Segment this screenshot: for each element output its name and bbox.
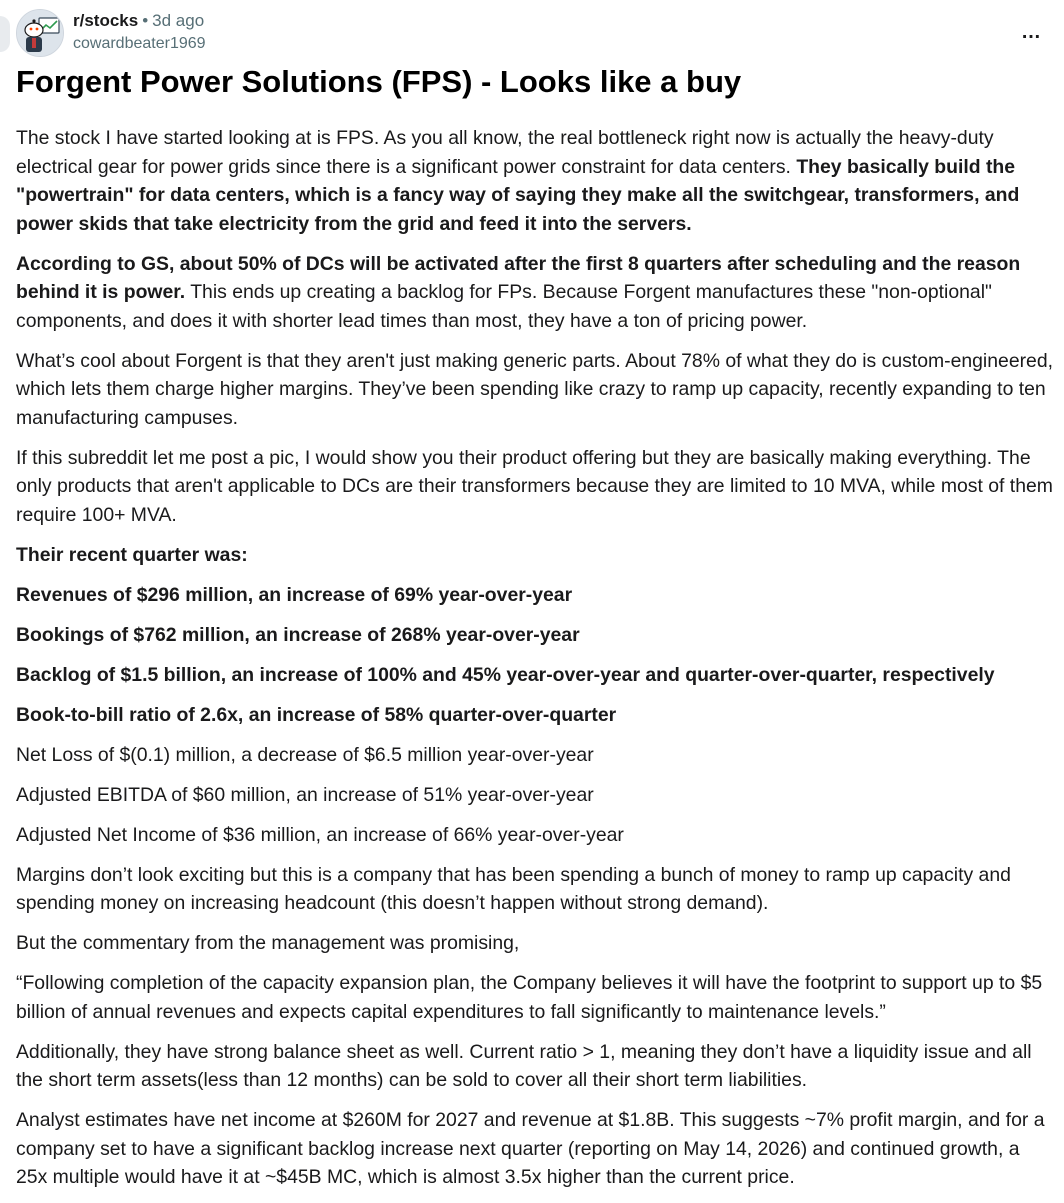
stat-book-to-bill — [16, 701, 1056, 730]
meta-separator: • — [142, 11, 149, 30]
subreddit-link[interactable]: r/stocks — [73, 11, 139, 30]
stat-bookings — [16, 621, 1056, 650]
stat-revenue-text: Revenues of $296 million, an increase of 69% year-over-year — [16, 583, 573, 606]
post-time: 3d ago — [152, 11, 205, 30]
author-link[interactable]: cowardbeater1969 — [73, 35, 206, 52]
paragraph-2-text: This ends up creating a backlog for FPs. Because Forgent manufactures these "non-optional" components, and does it with shorter lead times than most, they have a ton of pricing power. — [16, 281, 992, 332]
paragraph-1-bold: They basically build the "powertrain" for data centers, which is a fancy way of saying they make all the switchgear, transformers, and power skids that take electricity from the grid and feed it into the servers. — [16, 155, 1020, 235]
paragraph-balance-sheet: Additionally, they have strong balance sheet as well. Current ratio > 1, meaning they don’t have a liquidity issue and all the short term assets(less than 12 months) can be sold to cover all their short term liabilities. — [16, 1040, 1032, 1091]
post-meta — [73, 11, 204, 31]
paragraph-2-bold: According to GS, about 50% of DCs will be activated after the first 8 quarters after scheduling and the reason behind it is power. — [16, 252, 1021, 303]
paragraph-margins: Margins don’t look exciting but this is a company that has been spending a bunch of money to ramp up capacity and spending money on increasing headcount (this doesn’t happen without strong demand). — [16, 863, 1011, 914]
management-quote: “Following completion of the capacity expansion plan, the Company believes it will have the footprint to support up to $5 billion of annual revenues and expects capital expenditures to fall significantly to maintenance levels.” — [16, 972, 1043, 1023]
quarter-heading-text: Their recent quarter was: — [16, 543, 248, 566]
more-options-icon[interactable]: … — [1021, 21, 1042, 43]
stat-adjusted-net-income: Adjusted Net Income of $36 million, an increase of 66% year-over-year — [16, 823, 624, 846]
paragraph-1 — [16, 124, 1056, 238]
paragraph-analyst-estimates: Analyst estimates have net income at $260M for 2027 and revenue at $1.8B. This suggests ~7% profit margin, and for a company set to have a significant backlog increase next quarter (reporting on May 14, 2026) and continued growth, a 25x multiple would have it at ~$45B MC, which is almost 3.5x higher than the current price. — [16, 1109, 1045, 1188]
paragraph-1-text: The stock I have started looking at is FPS. As you all know, the real bottleneck right now is actually the heavy-duty electrical gear for power grids since there is a significant power constraint for data centers. — [16, 127, 994, 178]
stat-net-loss: Net Loss of $(0.1) million, a decrease of $6.5 million year-over-year — [16, 743, 594, 766]
subreddit-avatar-icon[interactable] — [16, 9, 64, 57]
paragraph-2 — [16, 250, 1056, 336]
stat-adjusted-ebitda: Adjusted EBITDA of $60 million, an increase of 51% year-over-year — [16, 783, 594, 806]
post-body — [16, 124, 1056, 1203]
post-header — [0, 0, 1064, 62]
quarter-heading — [16, 541, 1056, 570]
paragraph-4: If this subreddit let me post a pic, I would show you their product offering but they are basically making everything. The only products that aren't applicable to DCs are their transformers because they are limited to 10 MVA, while most of them require 100+ MVA. — [16, 446, 1053, 526]
stat-book-to-bill-text: Book-to-bill ratio of 2.6x, an increase of 58% quarter-over-quarter — [16, 703, 617, 726]
paragraph-3: What’s cool about Forgent is that they aren't just making generic parts. About 78% of what they do is custom-engineered, which lets them charge higher margins. They’ve been spending like crazy to ramp up capacity, recently expanding to ten manufacturing campuses. — [16, 349, 1054, 429]
stat-backlog — [16, 661, 1056, 690]
stat-bookings-text: Bookings of $762 million, an increase of 268% year-over-year — [16, 623, 580, 646]
paragraph-commentary: But the commentary from the management was promising, — [16, 932, 520, 954]
stat-backlog-text: Backlog of $1.5 billion, an increase of 100% and 45% year-over-year and quarter-over-quarter, respectively — [16, 663, 995, 686]
post-title: Forgent Power Solutions (FPS) - Looks like a buy — [16, 64, 742, 99]
stat-revenue — [16, 581, 1056, 610]
